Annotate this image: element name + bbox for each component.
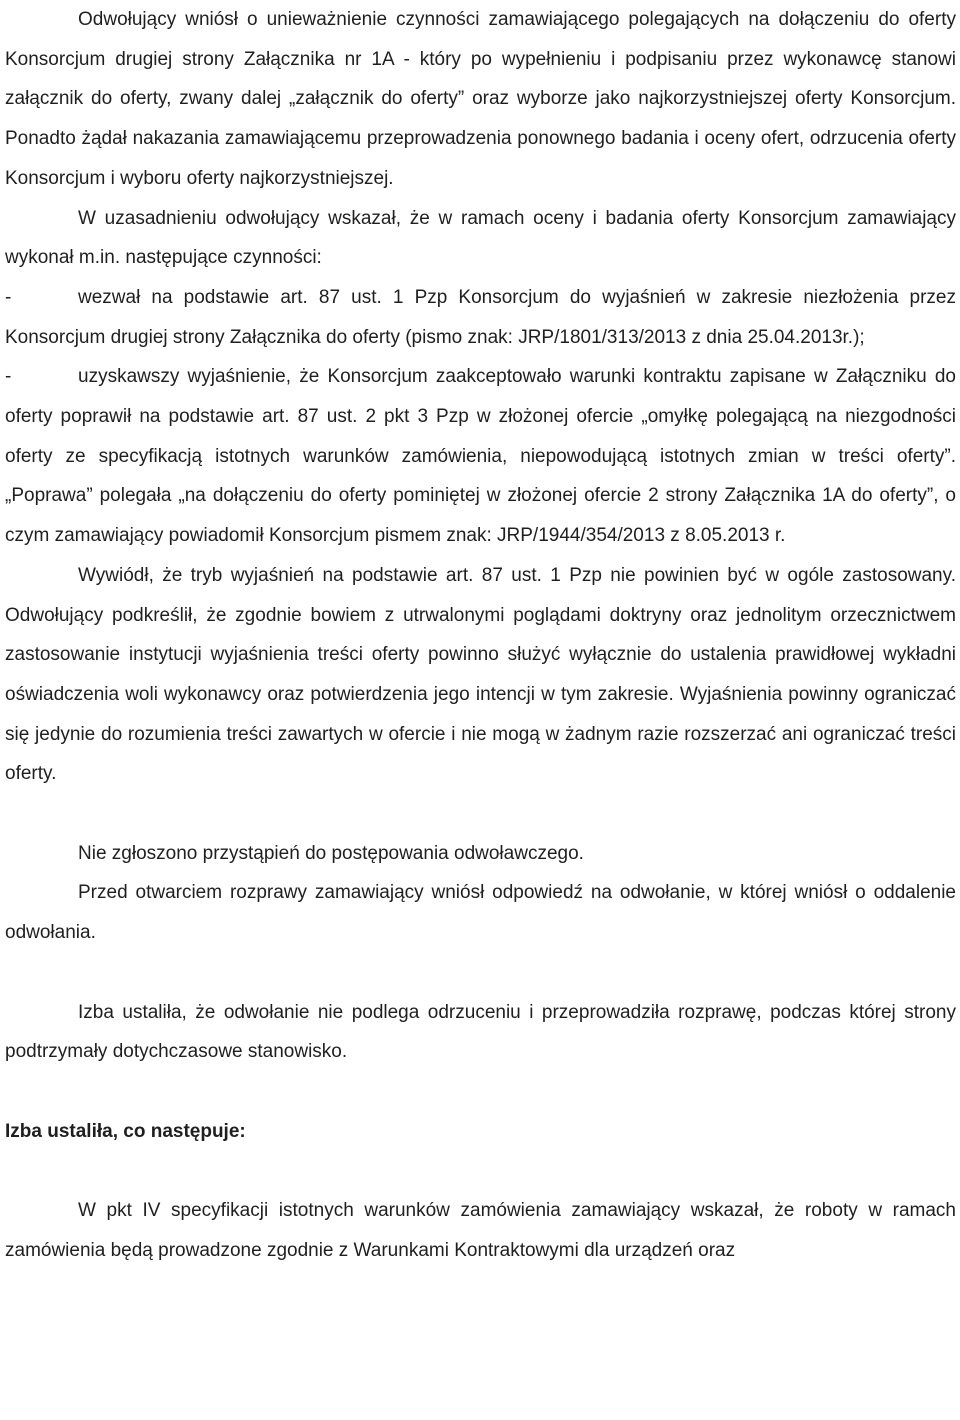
list-item bbox=[5, 278, 956, 357]
paragraph-response: Przed otwarciem rozprawy zamawiający wniósł odpowiedź na odwołanie, w której wniósł o oddalenie odwołania. bbox=[5, 882, 956, 944]
section-heading: Izba ustaliła, co następuje: bbox=[5, 1120, 246, 1142]
paragraph-justification: W uzasadnieniu odwołujący wskazał, że w ramach oceny i badania oferty Konsorcjum zamawiający wykonał m.in. następujące czynności: bbox=[5, 207, 956, 269]
list-item-text: uzyskawszy wyjaśnienie, że Konsorcjum zaakceptowało warunki kontraktu zapisane w Załączniku do oferty poprawił na podstawie art. 87 ust. 2 pkt 3 Pzp w złożonej ofercie „omyłkę polegającą na niezgodności oferty ze specyfikacją istotnych warunków zamówienia, niepowodującą istotnych zmian w treści oferty”. „Poprawa” polegała „na dołączeniu do oferty pominiętej w złożonej ofercie 2 strony Załącznika 1A do oferty”, o czym zamawiający powiadomił Konsorcjum pismem znak: JRP/1944/354/2013 z 8.05.2013 r. bbox=[5, 366, 956, 547]
paragraph-claims: Odwołujący wniósł o unieważnienie czynności zamawiającego polegających na dołączeniu do oferty Konsorcjum drugiej strony Załącznika nr 1A - który po wypełnieniu i podpisaniu przez wykonawcę stanowi załącznik do oferty, zwany dalej „załącznik do oferty” oraz wyborze jako najkorzystniejszej oferty Konsorcjum. Ponadto żądał nakazania zamawiającemu przeprowadzenia ponownego badania i oceny ofert, odrzucenia oferty Konsorcjum i wyboru oferty najkorzystniejszej. bbox=[5, 9, 956, 189]
list-item bbox=[5, 357, 956, 556]
paragraph-argument: Wywiódł, że tryb wyjaśnień na podstawie art. 87 ust. 1 Pzp nie powinien być w ogóle zastosowany. Odwołujący podkreślił, że zgodnie bowiem z utrwalonymi poglądami doktryny oraz jednolitym orzecznictwem zastosowanie instytucji wyjaśnienia treści oferty powinno służyć wyłącznie do ustalenia prawidłowej wykładni oświadczenia woli wykonawcy oraz potwierdzenia jego intencji w tym zakresie. Wyjaśnienia powinny ograniczać się jedynie do rozumienia treści zawartych w ofercie i nie mogą w żadnym razie rozszerzać ani ograniczać treści oferty. bbox=[5, 564, 956, 785]
spacer bbox=[5, 1151, 956, 1191]
paragraph-hearing: Izba ustaliła, że odwołanie nie podlega odrzuceniu i przeprowadziła rozprawę, podczas której strony podtrzymały dotychczasowe stanowisko. bbox=[5, 1001, 956, 1063]
document-page bbox=[5, 0, 956, 1270]
spacer bbox=[5, 794, 956, 834]
paragraph-findings: W pkt IV specyfikacji istotnych warunków zamówienia zamawiający wskazał, że roboty w ramach zamówienia będą prowadzone zgodnie z Warunkami Kontraktowymi dla urządzeń oraz bbox=[5, 1200, 956, 1261]
spacer bbox=[5, 953, 956, 993]
list-dash: - bbox=[5, 366, 12, 388]
spacer bbox=[5, 1072, 956, 1112]
paragraph-no-interveners: Nie zgłoszono przystąpień do postępowania odwoławczego. bbox=[78, 842, 584, 864]
list-item-text: wezwał na podstawie art. 87 ust. 1 Pzp Konsorcjum do wyjaśnień w zakresie niezłożenia przez Konsorcjum drugiej strony Załącznika do oferty (pismo znak: JRP/1801/313/2013 z dnia 25.04.2013r.); bbox=[5, 286, 956, 348]
list-dash: - bbox=[5, 286, 12, 308]
